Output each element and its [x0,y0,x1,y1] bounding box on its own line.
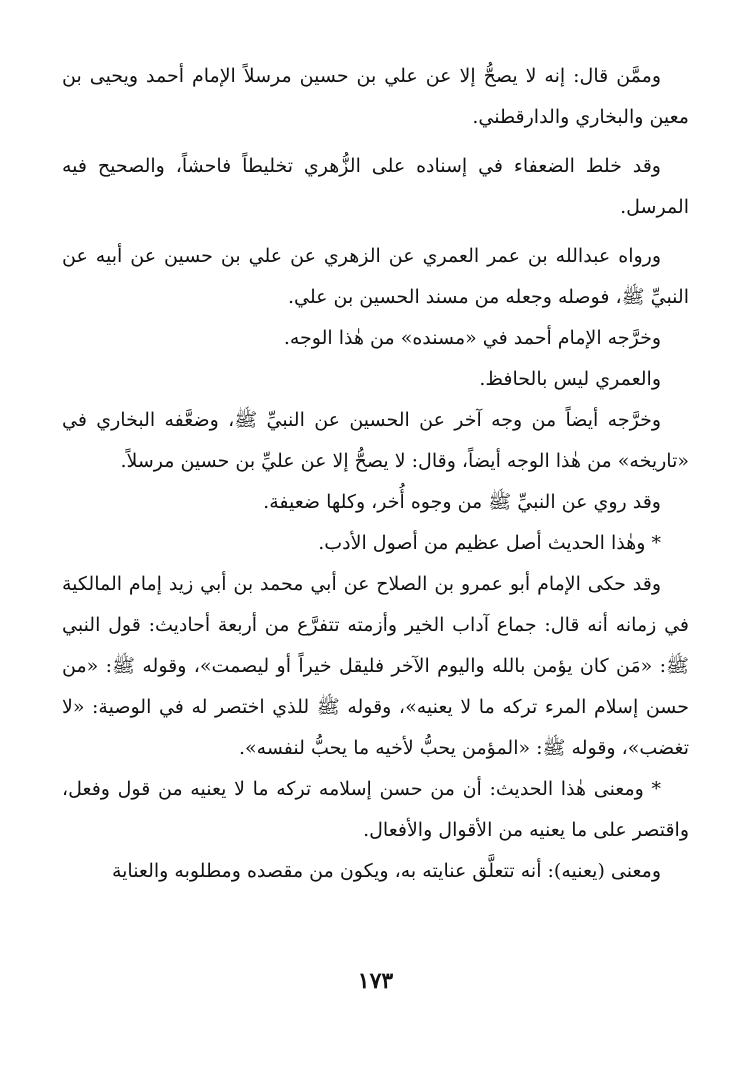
paragraph-8: * وهٰذا الحديث أصل عظيم من أصول الأدب. [318,532,661,554]
paragraph-10: * ومعنى هٰذا الحديث: أن من حسن إسلامه تركه ما لا يعنيه من قول وفعل، واقتصر على ما يعنيه من الأقوال والأفعال. [62,778,689,841]
paragraph-6: وخرَّجه أيضاً من وجه آخر عن الحسين عن النبيِّ ﷺ، وضعَّفه البخاري في «تاريخه» من هٰذا الوجه أيضاً، وقال: لا يصحُّ إلا عن عليِّ بن حسين مرسلاً. [62,409,689,472]
paragraph-3: ورواه عبدالله بن عمر العمري عن الزهري عن علي بن حسين عن أبيه عن النبيِّ ﷺ، فوصله وجعله من مسند الحسين بن علي. [62,245,689,308]
paragraph-4: وخرَّجه الإمام أحمد في «مسنده» من هٰذا الوجه. [283,327,661,349]
paragraph-1: وممَّن قال: إنه لا يصحُّ إلا عن علي بن حسين مرسلاً الإمام أحمد ويحيى بن معين والبخاري والدارقطني. [62,65,689,128]
paragraph-5: والعمري ليس بالحافظ. [479,368,661,390]
page-number: ١٧٣ [357,968,394,994]
paragraph-11: ومعنى (يعنيه): أنه تتعلَّق عنايته به، ويكون من مقصده ومطلوبه والعناية [111,860,661,882]
paragraph-7: وقد روي عن النبيِّ ﷺ من وجوه أُخر، وكلها ضعيفة. [263,491,661,513]
body-text [62,56,689,892]
paragraph-9: وقد حكى الإمام أبو عمرو بن الصلاح عن أبي محمد بن أبي زيد إمام المالكية في زمانه أنه قال: جماع آداب الخير وأزمته تتفرَّع من أربعة أحاديث: قول النبي ﷺ: «مَن كان يؤمن بالله واليوم الآخر فليقل خيراً أو ليصمت»، وقوله ﷺ: «من حسن إسلام المرء تركه ما لا يعنيه»، وقوله ﷺ للذي اختصر له في الوصية: «لا تغضب»، وقوله ﷺ: «المؤمن يحبُّ لأخيه ما يحبُّ لنفسه». [62,573,689,759]
paragraph-2: وقد خلط الضعفاء في إسناده على الزُّهري تخليطاً فاحشاً، والصحيح فيه المرسل. [62,155,689,218]
